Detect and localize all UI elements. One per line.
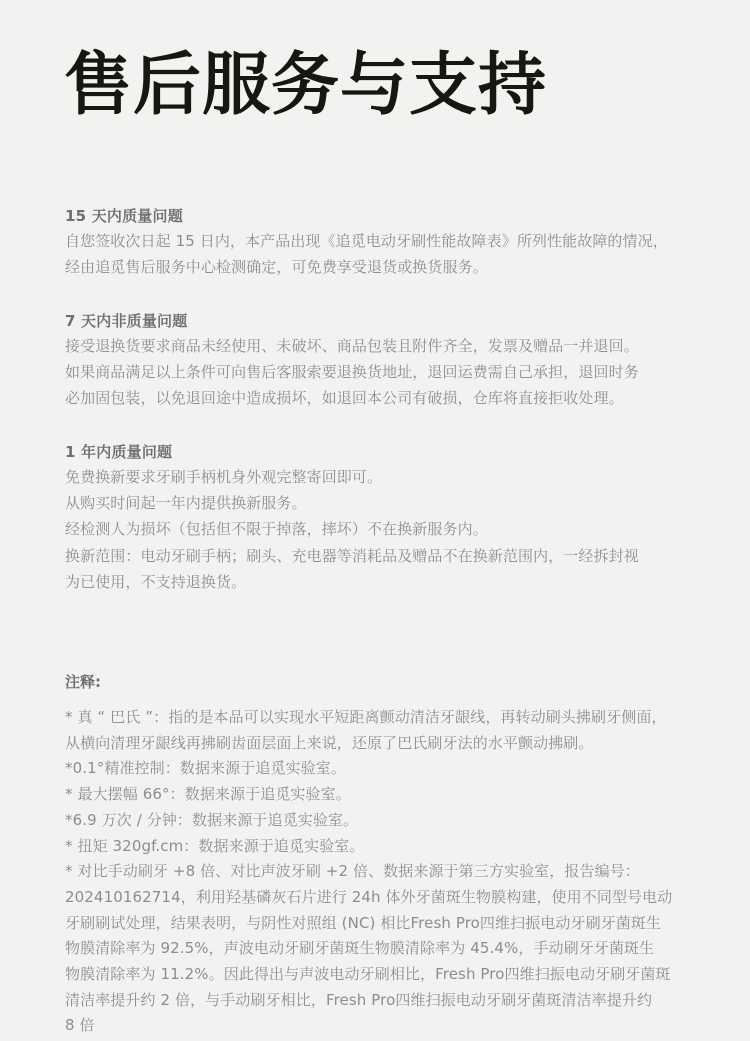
note-line: * 对比手动刷牙 +8 倍、对比声波牙刷 +2 倍、数据来源于第三方实验室，报告编号： (65, 862, 640, 881)
non-quality-issue-7-days-section (65, 309, 700, 412)
note-line: 从横向清理牙龈线再拂刷齿面层面上来说，还原了巴氏刷牙法的水平颤动拂刷。 (65, 733, 594, 752)
note-line: *6.9 万次 / 分钟：数据来源于追觅实验室。 (65, 810, 359, 829)
note-line: 202410162714，利用羟基磷灰石片进行 24h 体外牙菌斑生物膜构建，使用不同型号电动 (65, 887, 673, 906)
section-text-line: 经检测人为损坏（包括但不限于掉落，摔坏）不在换新服务内。 (65, 520, 488, 539)
note-line: * 扭矩 320gf.cm：数据来源于追觅实验室。 (65, 836, 365, 855)
note-line: 8 倍 (65, 1016, 95, 1035)
section-text-line: 为已使用，不支持退换货。 (65, 572, 247, 591)
note-line: * 真 “ 巴氏 ”：指的是本品可以实现水平短距离颤动清洁牙龈线，再转动刷头拂刷牙侧面， (65, 708, 667, 726)
section-text-line: 接受退换货要求商品未经使用、未破坏、商品包装且附件齐全，发票及赠品一并退回。 (65, 337, 639, 355)
note-line: * 最大摆幅 66°：数据来源于追觅实验室。 (65, 785, 351, 804)
section-heading-1-year: 1 年内质量问题 (65, 443, 173, 461)
notes-section (65, 670, 700, 1039)
quality-issue-15-days-section (65, 204, 700, 280)
note-line: *0.1°精准控制：数据来源于追觅实验室。 (65, 759, 346, 778)
quality-issue-1-year-section (65, 440, 700, 595)
section-heading-15-days: 15 天内质量问题 (65, 207, 183, 225)
section-text-line: 免费换新要求牙刷手柄机身外观完整寄回即可。 (65, 468, 383, 486)
note-line: 清洁率提升约 2 倍，与手动刷牙相比，Fresh Pro四维扫振电动牙刷牙菌斑清洁率提升约 (65, 990, 653, 1009)
section-heading-7-days: 7 天内非质量问题 (65, 312, 188, 330)
section-text-line: 换新范围：电动牙刷手柄；刷头、充电器等消耗品及赠品不在换新范围内，一经拆封视 (65, 546, 639, 565)
notes-heading: 注释: (65, 673, 101, 691)
note-line: 物膜清除率为 92.5%，声波电动牙刷牙菌斑生物膜清除率为 45.4%，手动刷牙牙菌斑生 (65, 939, 655, 958)
section-text-line: 经由追觅售后服务中心检测确定，可免费享受退货或换货服务。 (65, 258, 488, 277)
page-title: 售后服务与支持 (64, 46, 548, 125)
section-text-line: 自您签收次日起 15 日内，本产品出现《追觅电动牙刷性能故障表》所列性能故障的情况， (65, 232, 668, 250)
note-line: 物膜清除率为 11.2%。因此得出与声波电动牙刷相比，Fresh Pro四维扫振电动牙刷牙菌斑 (65, 965, 671, 984)
section-text-line: 必加固包装，以免退回途中造成损坏，如退回本公司有破损，仓库将直接拒收处理。 (65, 389, 624, 408)
section-text-line: 从购买时间起一年内提供换新服务。 (65, 494, 307, 513)
note-line: 牙刷刷试处理，结果表明，与阴性对照组 (NC) 相比Fresh Pro四维扫振电动牙刷牙菌斑生 (65, 913, 662, 932)
section-text-line: 如果商品满足以上条件可向售后客服索要退换货地址，退回运费需自己承担，退回时务 (65, 363, 639, 382)
